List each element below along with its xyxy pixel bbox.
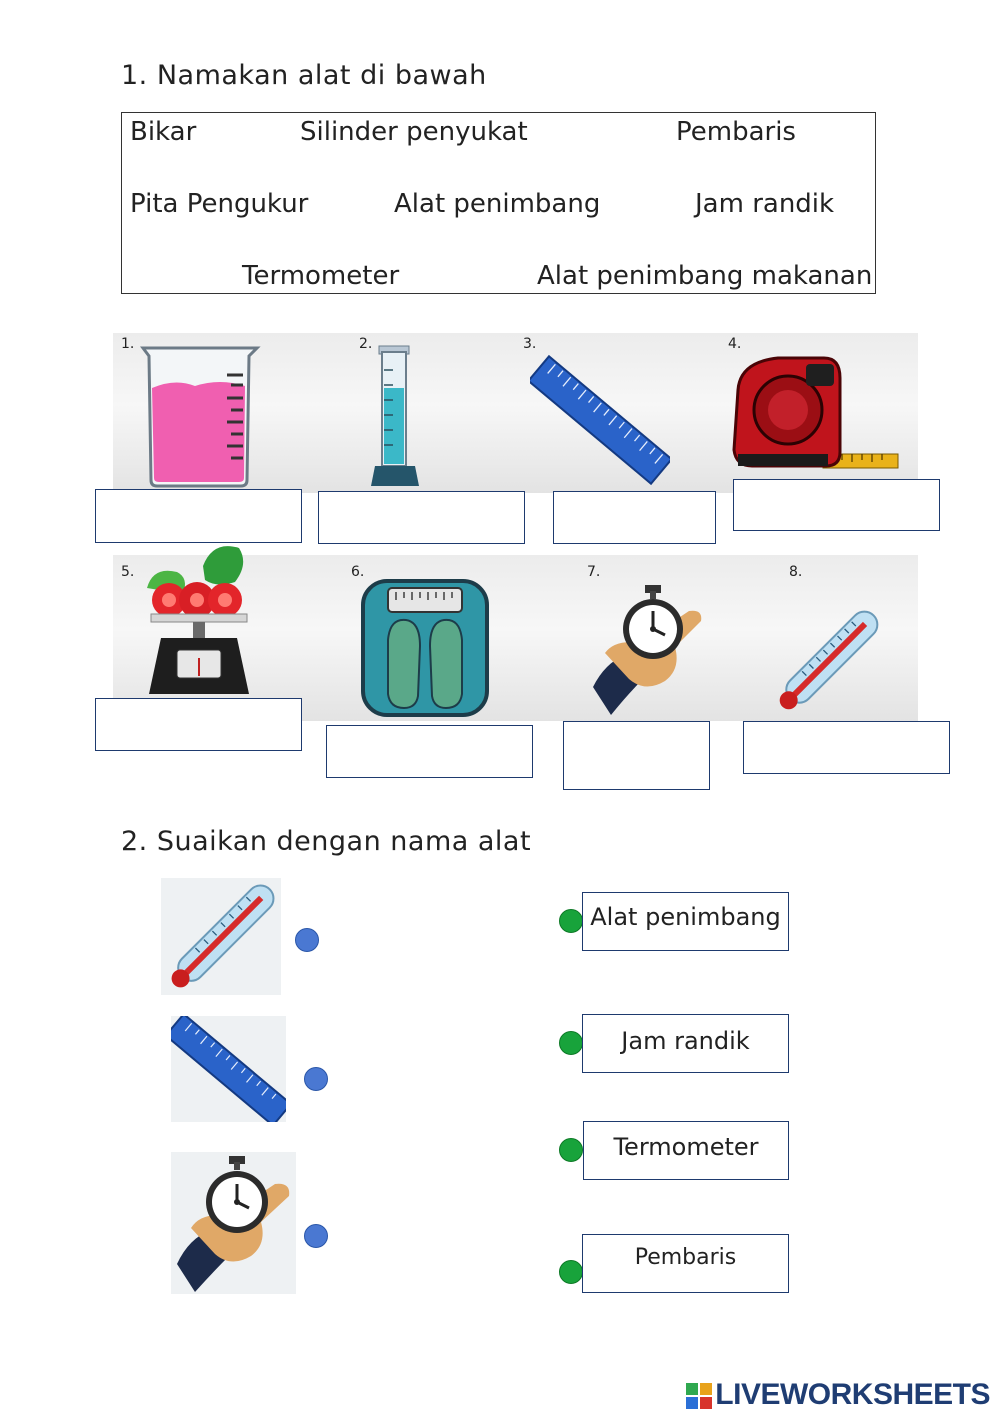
answer-box-2[interactable]: [318, 491, 525, 544]
match-label-termometer: Termometer: [583, 1121, 789, 1180]
answer-box-5[interactable]: [95, 698, 302, 751]
word-bank-item: Jam randik: [695, 189, 835, 219]
match-dot-right-2[interactable]: [559, 1031, 583, 1055]
match-dot-left-2[interactable]: [304, 1067, 328, 1091]
match-dot-right-3[interactable]: [559, 1138, 583, 1162]
match-label-jam-randik: Jam randik: [582, 1014, 789, 1073]
thermometer-icon: [161, 878, 281, 995]
match-picture-stopwatch: [171, 1152, 296, 1294]
item-number: 8.: [789, 564, 803, 580]
word-bank-item: Termometer: [242, 261, 400, 291]
answer-box-7[interactable]: [563, 721, 710, 790]
match-picture-ruler: [171, 1016, 286, 1122]
word-bank: [121, 112, 876, 294]
item-number: 2.: [359, 336, 373, 352]
item-number: 7.: [587, 564, 601, 580]
word-bank-item: Bikar: [130, 117, 197, 147]
ruler-icon: [530, 352, 670, 487]
word-bank-item: Pita Pengukur: [130, 189, 309, 219]
measuring-tape-icon: [728, 350, 903, 475]
thermometer-icon: [772, 603, 887, 718]
liveworksheets-logo-icon: [686, 1383, 712, 1409]
liveworksheets-logo: [686, 1378, 990, 1412]
answer-box-3[interactable]: [553, 491, 716, 544]
stopwatch-icon: [171, 1152, 296, 1294]
food-scale-icon: [143, 542, 255, 700]
match-dot-left-1[interactable]: [295, 928, 319, 952]
question-1-title: 1. Namakan alat di bawah: [121, 60, 487, 91]
word-bank-item: Alat penimbang makanan: [537, 261, 873, 291]
item-number: 4.: [728, 336, 742, 352]
word-bank-item: Alat penimbang: [394, 189, 601, 219]
measuring-cylinder-icon: [365, 340, 425, 490]
question-2-title: 2. Suaikan dengan nama alat: [121, 826, 532, 857]
answer-box-8[interactable]: [743, 721, 950, 774]
brand-name: LIVEWORKSHEETS: [715, 1378, 990, 1411]
item-number: 1.: [121, 336, 135, 352]
ruler-icon: [171, 1016, 286, 1122]
item-number: 5.: [121, 564, 135, 580]
word-bank-item: Silinder penyukat: [300, 117, 528, 147]
word-bank-item: Pembaris: [676, 117, 796, 147]
match-dot-right-4[interactable]: [559, 1260, 583, 1284]
stopwatch-icon: [585, 583, 710, 718]
answer-box-1[interactable]: [95, 489, 302, 543]
match-picture-thermometer: [161, 878, 281, 995]
answer-box-4[interactable]: [733, 479, 940, 531]
match-label-alat-penimbang: Alat penimbang: [582, 892, 789, 951]
match-label-pembaris: Pembaris: [582, 1234, 789, 1293]
item-number: 3.: [523, 336, 537, 352]
beaker-icon: [135, 340, 265, 490]
bathroom-scale-icon: [360, 578, 490, 718]
answer-box-6[interactable]: [326, 725, 533, 778]
match-dot-left-3[interactable]: [304, 1224, 328, 1248]
match-dot-right-1[interactable]: [559, 909, 583, 933]
item-number: 6.: [351, 564, 365, 580]
